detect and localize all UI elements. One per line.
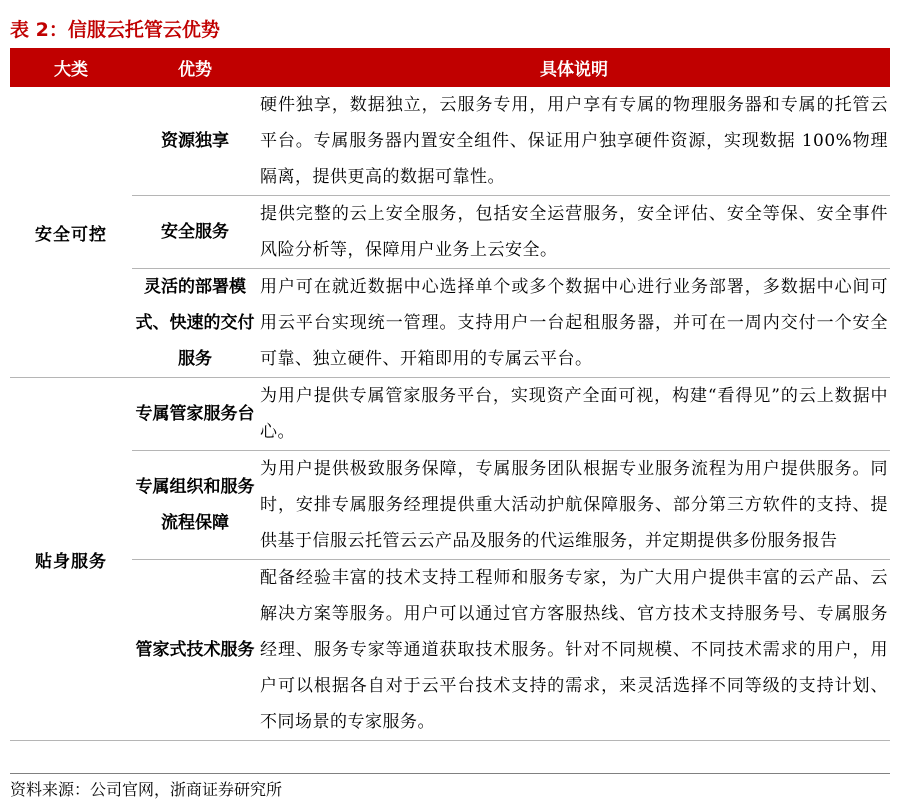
- table-row: [132, 451, 890, 560]
- detail-cell: 硬件独享，数据独立，云服务专用，用户享有专属的物理服务器和专属的托管云平台。专属服务器内置安全组件、保证用户独享硬件资源，实现数据 100%物理隔离，提供更高的数据可靠性。: [260, 95, 888, 187]
- table-title: 表 2：信服云托管云优势: [10, 19, 220, 41]
- category-label: 安全可控: [35, 224, 107, 245]
- table-bottom-rule: [10, 773, 890, 774]
- detail-cell: 为用户提供专属管家服务平台，实现资产全面可视，构建“看得见”的云上数据中心。: [260, 386, 888, 442]
- advantage-cell: 专属管家服务台: [135, 404, 255, 424]
- detail-cell: 提供完整的云上安全服务，包括安全运营服务，安全评估、安全等保、安全事件风险分析等，保障用户业务上云安全。: [260, 204, 888, 260]
- table-row: [132, 560, 890, 740]
- header-detail: 具体说明: [540, 60, 608, 80]
- header-advantage: 优势: [178, 60, 212, 80]
- table-header: [10, 48, 890, 87]
- advantage-cell: 专属组织和服务流程保障: [135, 477, 255, 533]
- advantages-table: [10, 48, 890, 741]
- source-note: 资料来源：公司官网，浙商证券研究所: [10, 780, 283, 799]
- detail-cell: 用户可在就近数据中心选择单个或多个数据中心进行业务部署，多数据中心间可用云平台实现统一管理。支持用户一台起租服务器，并可在一周内交付一个安全可靠、独立硬件、开箱即用的专属云平台。: [260, 277, 888, 369]
- advantage-cell: 资源独享: [161, 131, 229, 151]
- advantage-cell: 灵活的部署模式、快速的交付服务: [135, 277, 255, 369]
- category-label: 贴身服务: [35, 551, 107, 572]
- table-row: [132, 378, 890, 451]
- advantage-cell: 安全服务: [161, 222, 229, 242]
- table-row: [132, 196, 890, 269]
- advantage-cell: 管家式技术服务: [135, 640, 255, 660]
- detail-cell: 为用户提供极致服务保障，专属服务团队根据专业服务流程为用户提供服务。同时，安排专属服务经理提供重大活动护航保障服务、部分第三方软件的支持、提供基于信服云托管云云产品及服务的代运维服务，并定期提供多份服务报告: [260, 459, 888, 551]
- header-category: 大类: [54, 60, 88, 80]
- category-security: [10, 87, 890, 378]
- category-service: [10, 378, 890, 741]
- detail-cell: 配备经验丰富的技术支持工程师和服务专家，为广大用户提供丰富的云产品、云解决方案等服务。用户可以通过官方客服热线、官方技术支持服务号、专属服务经理、服务专家等通道获取技术服务。针对不同规模、不同技术需求的用户，用户可以根据各自对于云平台技术支持的需求，来灵活选择不同等级的支持计划、不同场景的专家服务。: [260, 568, 888, 732]
- table-row: [132, 269, 890, 377]
- table-row: [132, 87, 890, 196]
